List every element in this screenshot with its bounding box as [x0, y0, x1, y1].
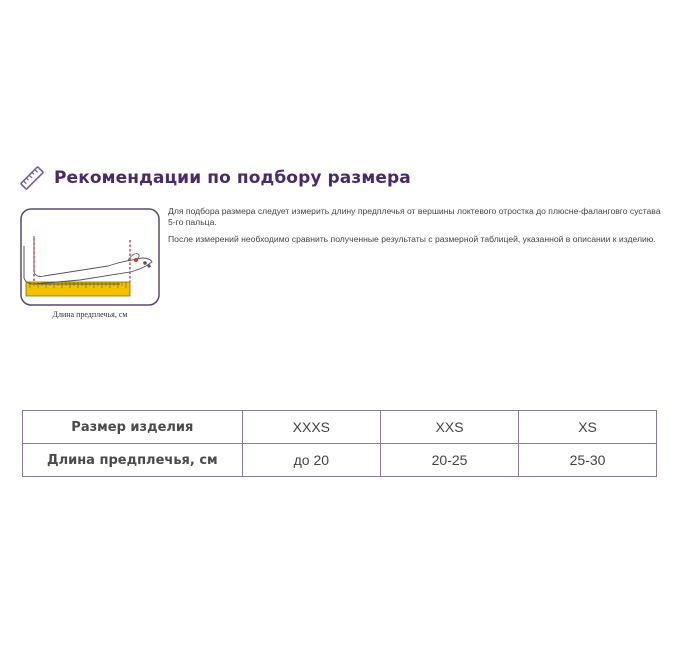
illustration-caption: Длина предплечья, см: [52, 310, 128, 319]
size-cell: XXXS: [242, 411, 380, 444]
table-row: [23, 444, 657, 477]
description: [168, 206, 668, 251]
ruler-pencil-icon: [18, 164, 46, 192]
length-cell: до 20: [242, 444, 380, 477]
size-table: [22, 410, 657, 477]
row-label-size: Размер изделия: [23, 411, 243, 444]
length-cell: 25-30: [519, 444, 657, 477]
size-cell: XXS: [381, 411, 519, 444]
description-paragraph-1: Для подбора размера следует измерить длину предплечья от вершины локтевого отростка до плюсне-фаланговго сустава 5-го пальца.: [168, 206, 661, 227]
description-paragraph-2: После измерений необходимо сравнить полученные результаты с размерной таблицей, указанной в описании к изделию.: [168, 234, 656, 244]
length-cell: 20-25: [381, 444, 519, 477]
table-row: [23, 411, 657, 444]
size-cell: XS: [519, 411, 657, 444]
forearm-measurement-illustration: [20, 208, 160, 308]
page-title: Рекомендации по подбору размера: [54, 168, 411, 188]
row-label-length: Длина предплечья, см: [23, 444, 243, 477]
section-heading: [18, 164, 411, 192]
